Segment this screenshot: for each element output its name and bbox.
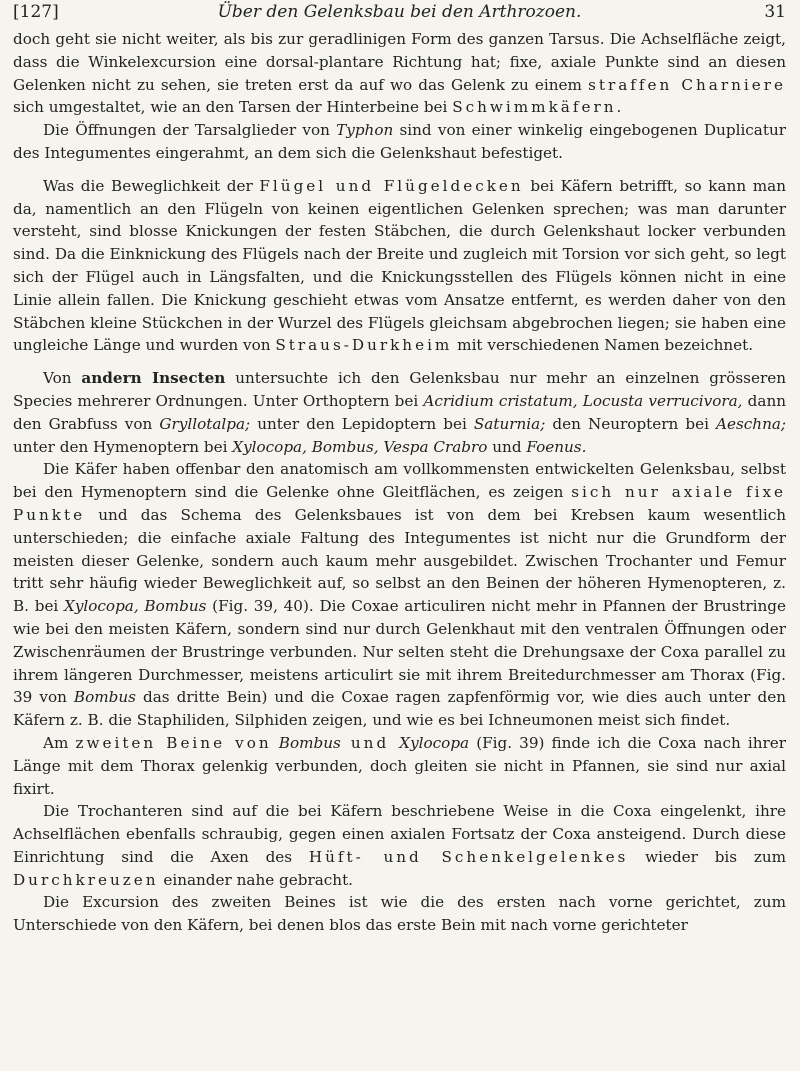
text-span: Die Käfer haben offenbar den anatomisch am vollkommensten entwickelten Gelenksbau, selbst bei den Hymenoptern sind die Gelenke ohne Gleitflächen, es zeigen xyxy=(13,460,786,502)
genus-name: Saturnia; xyxy=(473,414,546,433)
text-span: den Neuroptern bei xyxy=(545,414,717,433)
text-span: sind von einer winkelig eingebogenen Duplicatur des Integumentes eingerahmt, an dem sich die Gelenkshaut befestiget. xyxy=(13,121,787,162)
text-span: untersuchte ich den Gelenksbau nur mehr an einzelnen grösseren Species mehrerer Ordnungen. Unter Orthoptern bei xyxy=(13,369,786,410)
paragraph-6 xyxy=(13,732,786,800)
spaced-term: und xyxy=(340,733,400,752)
paragraph-1 xyxy=(13,28,786,119)
text-span: unter den Lepidoptern bei xyxy=(250,414,474,433)
text-span: dann den Grabfuss von xyxy=(13,391,787,433)
running-title: Über den Gelenksbau bei den Arthrozoen. xyxy=(217,2,582,22)
page-number: 31 xyxy=(764,2,786,22)
text-span: sich umgestaltet, wie an den Tarsen der Hinterbeine bei xyxy=(13,98,453,117)
text-span: und das Schema des Gelenksbaues ist von dem bei Krebsen kaum wesentlich unterschieden; die einfache axiale Faltung des Integumentes ist nicht nur die Grundform der meisten dieser Gelenke, sondern auch kaum mehr ausgebildet. Zwischen Trochanter und Femur tritt sehr häufig wieder Beweglichkeit auf, so selbst an den Beinen der höheren Hymenopteren, z. B. bei xyxy=(13,505,786,616)
paragraph-3 xyxy=(13,175,786,357)
spaced-term: Durchkreuzen xyxy=(13,870,159,889)
species-name: Acridium cristatum, Locusta verrucivora, xyxy=(423,391,743,410)
paragraph-8 xyxy=(13,891,786,937)
text-span: Die Trochanteren sind auf die bei Käfern beschriebene Weise in die Coxa eingelenkt, ihre Achselflächen ebenfalls schraubig, gegen einen axialen Fortsatz der Coxa ansteigend. Durch diese Einrichtung sind die Axen des xyxy=(13,802,786,866)
text-span: doch geht sie nicht weiter, als bis zur geradlinigen Form des ganzen Tarsus. Die Achselfläche zeigt, dass die Winkelexcursion eine dorsal-plantare Richtung hat; fixe, axiale Punkte sind an diesen Gelenken nicht zu sehen, sie treten erst da auf wo das Gelenk zu einem xyxy=(13,30,786,94)
genus-name: Xylocopa xyxy=(399,733,470,752)
spaced-term: straffen Charniere xyxy=(588,75,786,94)
spaced-term: zweiten Beine von xyxy=(75,733,272,752)
text-span: mit verschiedenen Namen bezeichnet. xyxy=(452,336,754,355)
author-name: Straus-Durkheim xyxy=(275,336,453,355)
genus-name: Xylocopa, Bombus xyxy=(64,597,207,616)
genus-name: Xylocopa, Bombus, Vespa Crabro xyxy=(232,437,488,456)
text-span: Von xyxy=(43,369,82,388)
text-span: Die Excursion des zweiten Beines ist wie die des ersten nach vorne gerichtet, zum Unterschiede von den Käfern, bei denen blos das erste Bein mit nach vorne gerichteter xyxy=(13,893,786,935)
spaced-term: Hüft- und Schenkelgelenkes xyxy=(308,847,629,866)
paragraph-4 xyxy=(13,367,786,458)
genus-name: Gryllotalpa; xyxy=(159,414,251,433)
text-span: Die Öffnungen der Tarsalglieder von xyxy=(43,121,337,140)
text-span: das dritte Bein) und die Coxae ragen zapfenförmig vor, wie dies auch unter den Käfern z. B. die Staphiliden, Silphiden zeigen, und wie es bei Ichneumonen meist sich findet. xyxy=(13,688,786,730)
paragraph-5 xyxy=(13,458,786,732)
bold-term: andern Insecten xyxy=(81,369,226,388)
text-span xyxy=(272,734,279,752)
spaced-term: Flügel und Flügeldecken xyxy=(259,176,524,195)
text-span: und xyxy=(487,437,527,456)
section-number: [127] xyxy=(13,2,59,22)
text-span: (Fig. 39, 40). Die Coxae articuliren nicht mehr in Pfannen der Brustringe wie bei den meisten Käfern, sondern sind nur durch Gelenkhaut mit den ventralen Öffnungen oder Zwischenräumen der Brustringe verbunden. Nur selten steht die Drehungsaxe der Coxa parallel zu ihrem längeren Durchmesser, meistens articulirt sie mit ihrem Breitedurchmesser am Thorax (Fig. 39 von xyxy=(13,597,786,707)
genus-name: Aeschna; xyxy=(716,414,787,433)
page-header xyxy=(13,2,786,26)
genus-name: Typhon xyxy=(336,121,394,140)
spaced-term: Schwimmkäfern. xyxy=(452,98,625,117)
genus-name: Bombus xyxy=(73,688,136,707)
spaced-term: sich nur axiale fixe Punkte xyxy=(13,483,786,524)
paragraph-2 xyxy=(13,119,786,165)
text-span: (Fig. 39) finde ich die Coxa nach ihrer Länge mit dem Thorax gelenkig verbunden, doch gleiten sie nicht in Pfannen, sie sind nur axial fixirt. xyxy=(13,733,786,798)
text-span: Was die Beweglichkeit der xyxy=(43,176,260,195)
text-span: unter den Hymenoptern bei xyxy=(13,437,233,456)
text-span: einander nahe gebracht. xyxy=(158,870,354,889)
text-span: Am xyxy=(43,733,76,752)
text-span: wieder bis zum xyxy=(628,847,787,866)
text-span: bei Käfern betrifft, so kann man da, namentlich an den Flügeln von keinen eigentlichen Gelenken sprechen; was man darunter versteht, sind blosse Knickungen der festen Stäbchen, die durch Gelenkshaut locker verbunden sind. Da die Einknickung des Flügels nach der Breite und zugleich mit Torsion vor sich geht, so legt sich der Flügel auch in Längsfalten, und die Knickungsstellen des Flügels können nicht in eine Linie allein fallen. Die Knickung geschieht etwas vom Ansatze entfernt, es werden daher von den Stäbchen kleine Stückchen in der Wurzel des Flügels gleichsam abgebrochen liegen; sie haben eine ungleiche Länge und wurden von xyxy=(13,176,787,355)
body-text xyxy=(13,28,786,937)
genus-name: Foenus. xyxy=(526,437,587,456)
genus-name: Bombus xyxy=(278,733,341,752)
paragraph-7 xyxy=(13,800,786,891)
